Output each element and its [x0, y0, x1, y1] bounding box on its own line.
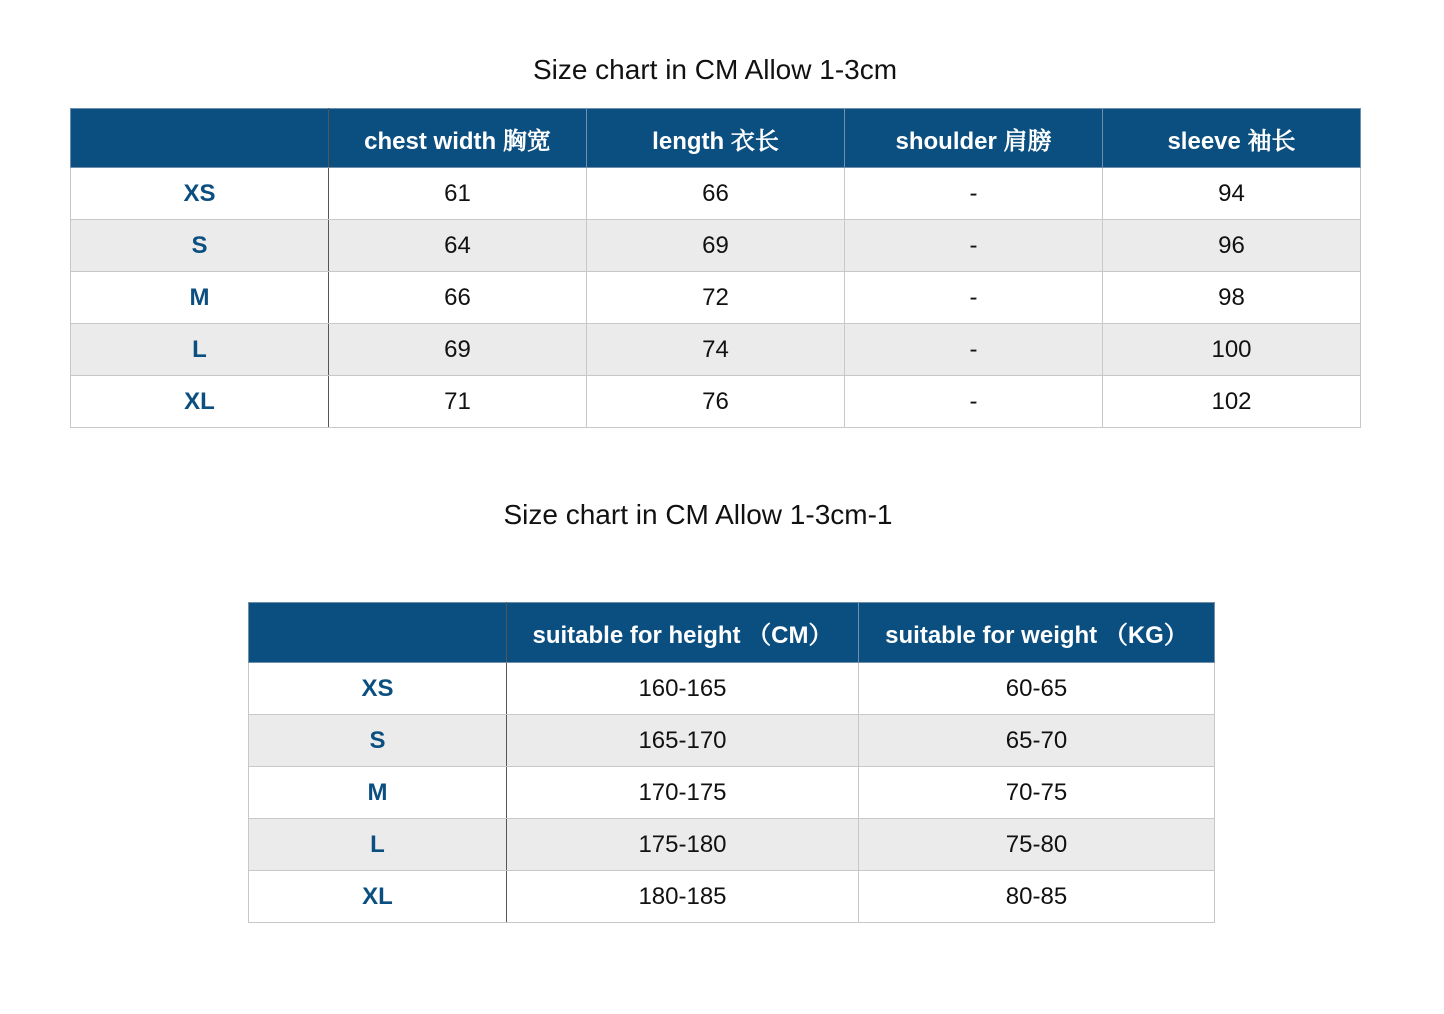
sleeve-value: 96: [1103, 220, 1361, 272]
size-label: M: [71, 272, 329, 324]
table-row: [249, 663, 1215, 715]
table-row: [249, 767, 1215, 819]
height-value: 160-165: [507, 663, 859, 715]
sleeve-value: 102: [1103, 376, 1361, 428]
chest-width-value: 66: [329, 272, 587, 324]
table-row: [71, 220, 1361, 272]
length-value: 66: [587, 168, 845, 220]
size-label: L: [71, 324, 329, 376]
size-label: XS: [71, 168, 329, 220]
size-label: XL: [71, 376, 329, 428]
size-chart-title-2: Size chart in CM Allow 1-3cm-1: [503, 499, 893, 530]
height-value: 170-175: [507, 767, 859, 819]
table-row: [71, 272, 1361, 324]
header-shoulder: shoulder 肩膀: [845, 109, 1103, 168]
size-label: S: [249, 715, 507, 767]
height-value: 175-180: [507, 819, 859, 871]
size-label: L: [249, 819, 507, 871]
chest-width-value: 61: [329, 168, 587, 220]
weight-value: 70-75: [859, 767, 1215, 819]
shoulder-value: -: [845, 168, 1103, 220]
size-label: S: [71, 220, 329, 272]
length-value: 72: [587, 272, 845, 324]
shoulder-value: -: [845, 272, 1103, 324]
sleeve-value: 94: [1103, 168, 1361, 220]
height-value: 165-170: [507, 715, 859, 767]
weight-value: 80-85: [859, 871, 1215, 923]
size-label: M: [249, 767, 507, 819]
table-header-row: [71, 109, 1361, 168]
size-label: XL: [249, 871, 507, 923]
length-value: 69: [587, 220, 845, 272]
header-corner-cell: [71, 109, 329, 168]
chest-width-value: 64: [329, 220, 587, 272]
table-row: [249, 871, 1215, 923]
table-row: [71, 324, 1361, 376]
height-value: 180-185: [507, 871, 859, 923]
size-chart-title: Size chart in CM Allow 1-3cm: [532, 54, 898, 85]
table-header-row: [249, 603, 1215, 663]
size-label: XS: [249, 663, 507, 715]
table-row: [249, 715, 1215, 767]
chest-width-value: 71: [329, 376, 587, 428]
header-weight: suitable for weight （KG）: [859, 603, 1215, 663]
header-sleeve: sleeve 袖长: [1103, 109, 1361, 168]
shoulder-value: -: [845, 324, 1103, 376]
length-value: 74: [587, 324, 845, 376]
table-row: [71, 376, 1361, 428]
header-chest-width: chest width 胸宽: [329, 109, 587, 168]
weight-value: 65-70: [859, 715, 1215, 767]
shoulder-value: -: [845, 376, 1103, 428]
weight-value: 60-65: [859, 663, 1215, 715]
table-row: [249, 819, 1215, 871]
size-chart-measurements-table: [70, 108, 1361, 428]
sleeve-value: 98: [1103, 272, 1361, 324]
table-row: [71, 168, 1361, 220]
header-corner-cell: [249, 603, 507, 663]
header-height: suitable for height （CM）: [507, 603, 859, 663]
sleeve-value: 100: [1103, 324, 1361, 376]
length-value: 76: [587, 376, 845, 428]
weight-value: 75-80: [859, 819, 1215, 871]
chest-width-value: 69: [329, 324, 587, 376]
size-chart-fit-table: [248, 602, 1215, 923]
header-length: length 衣长: [587, 109, 845, 168]
shoulder-value: -: [845, 220, 1103, 272]
